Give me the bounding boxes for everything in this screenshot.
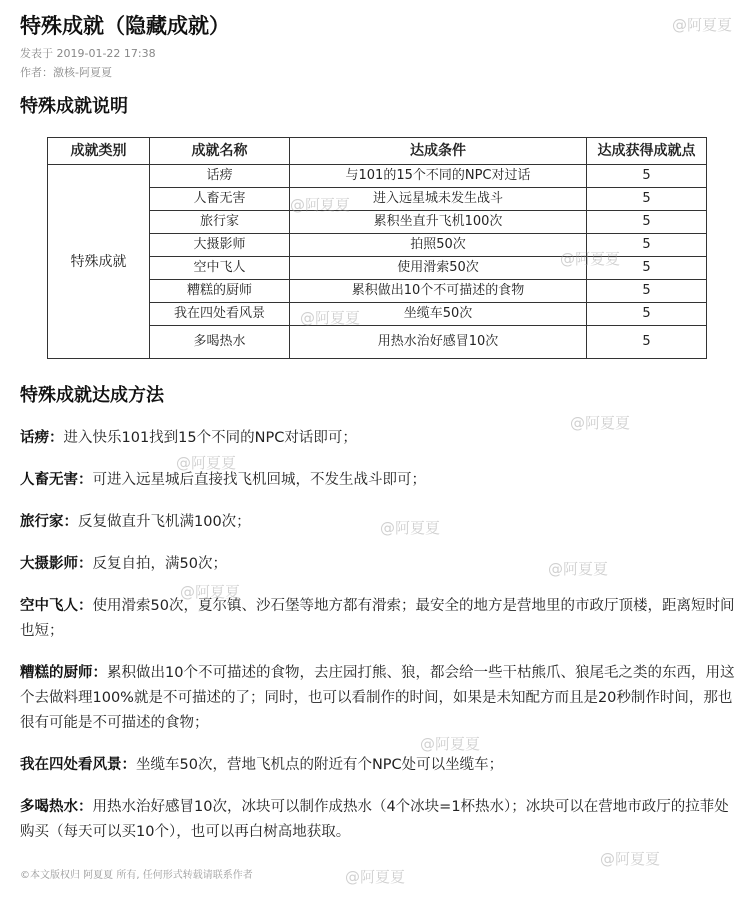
achievement-condition: 坐缆车50次 [290, 303, 587, 326]
copyright-notice: ©本文版权归 阿夏夏 所有, 任何形式转载请联系作者 [20, 870, 253, 881]
method-text: 反复自拍，满50次； [92, 556, 227, 572]
category-cell: 特殊成就 [48, 165, 150, 359]
method-paragraph [20, 426, 736, 451]
watermark: @阿夏夏 [180, 583, 241, 601]
achievement-table [47, 137, 707, 359]
methods-list [20, 426, 736, 862]
achievement-points: 5 [587, 211, 707, 234]
section-heading-methods: 特殊成就达成方法 [20, 385, 164, 406]
method-paragraph [20, 552, 736, 577]
achievement-points: 5 [587, 188, 707, 211]
achievement-name: 糟糕的厨师 [150, 280, 290, 303]
method-label: 空中飞人： [20, 598, 93, 614]
article-title: 特殊成就（隐藏成就） [20, 14, 230, 38]
method-paragraph [20, 753, 736, 778]
achievement-name: 旅行家 [150, 211, 290, 234]
method-text: 使用滑索50次，夏尔镇、沙石堡等地方都有滑索；最安全的地方是营地里的市政厅顶楼，距离短时间也短； [20, 598, 735, 639]
watermark: @阿夏夏 [176, 454, 237, 472]
achievement-points: 5 [587, 280, 707, 303]
achievement-name: 话痨 [150, 165, 290, 188]
achievement-points: 5 [587, 165, 707, 188]
method-paragraph [20, 510, 736, 535]
achievement-points: 5 [587, 234, 707, 257]
achievement-condition: 进入远星城未发生战斗 [290, 188, 587, 211]
method-label: 旅行家： [20, 514, 78, 530]
achievement-condition: 累积坐直升飞机100次 [290, 211, 587, 234]
method-text: 进入快乐101找到15个不同的NPC对话即可； [63, 430, 357, 446]
method-text: 反复做直升飞机满100次； [78, 514, 251, 530]
header-condition: 达成条件 [290, 138, 587, 165]
achievement-name: 大摄影师 [150, 234, 290, 257]
watermark: @阿夏夏 [600, 850, 661, 868]
author-line: 作者：激核-阿夏夏 [20, 66, 112, 79]
watermark: @阿夏夏 [560, 250, 621, 268]
achievement-condition: 累积做出10个不可描述的食物 [290, 280, 587, 303]
publish-date: 发表于 2019-01-22 17:38 [20, 47, 156, 60]
method-label: 我在四处看风景： [20, 757, 136, 773]
watermark: @阿夏夏 [345, 868, 406, 886]
header-name: 成就名称 [150, 138, 290, 165]
achievement-name: 多喝热水 [150, 326, 290, 359]
achievement-points: 5 [587, 326, 707, 359]
watermark: @阿夏夏 [290, 196, 351, 214]
method-paragraph [20, 795, 736, 845]
achievement-condition: 与101的15个不同的NPC对过话 [290, 165, 587, 188]
method-paragraph [20, 661, 736, 736]
watermark: @阿夏夏 [380, 519, 441, 537]
method-label: 大摄影师： [20, 556, 93, 572]
watermark: @阿夏夏 [420, 735, 481, 753]
table-row [48, 165, 707, 188]
achievement-name: 空中飞人 [150, 257, 290, 280]
achievement-points: 5 [587, 303, 707, 326]
table-header-row [48, 138, 707, 165]
watermark: @阿夏夏 [548, 560, 609, 578]
achievement-name: 人畜无害 [150, 188, 290, 211]
header-category: 成就类别 [48, 138, 150, 165]
method-text: 可进入远星城后直接找飞机回城，不发生战斗即可； [92, 472, 426, 488]
achievement-condition: 使用滑索50次 [290, 257, 587, 280]
method-text: 坐缆车50次，营地飞机点的附近有个NPC处可以坐缆车； [136, 757, 504, 773]
method-label: 糟糕的厨师： [20, 665, 107, 681]
watermark: @阿夏夏 [300, 309, 361, 327]
method-label: 人畜无害： [20, 472, 93, 488]
achievement-points: 5 [587, 257, 707, 280]
method-paragraph [20, 594, 736, 644]
achievement-name: 我在四处看风景 [150, 303, 290, 326]
method-text: 累积做出10个不可描述的食物，去庄园打熊、狼，都会给一些干枯熊爪、狼尾毛之类的东西，用这个去做料理100%就是不可描述的了；同时，也可以看制作的时间，如果是未知配方而且是20秒制作时间，那也很有可能是不可描述的食物； [20, 665, 735, 731]
watermark: @阿夏夏 [672, 16, 733, 34]
method-text: 用热水治好感冒10次，冰块可以制作成热水（4个冰块=1杯热水）；冰块可以在营地市政厅的拉菲处购买（每天可以买10个），也可以再白树高地获取。 [20, 799, 729, 840]
header-points: 达成获得成就点 [587, 138, 707, 165]
method-label: 话痨： [20, 430, 64, 446]
method-paragraph [20, 468, 736, 493]
method-label: 多喝热水： [20, 799, 93, 815]
achievement-condition: 用热水治好感冒10次 [290, 326, 587, 359]
section-heading-description: 特殊成就说明 [20, 96, 128, 117]
achievement-condition: 拍照50次 [290, 234, 587, 257]
watermark: @阿夏夏 [570, 414, 631, 432]
